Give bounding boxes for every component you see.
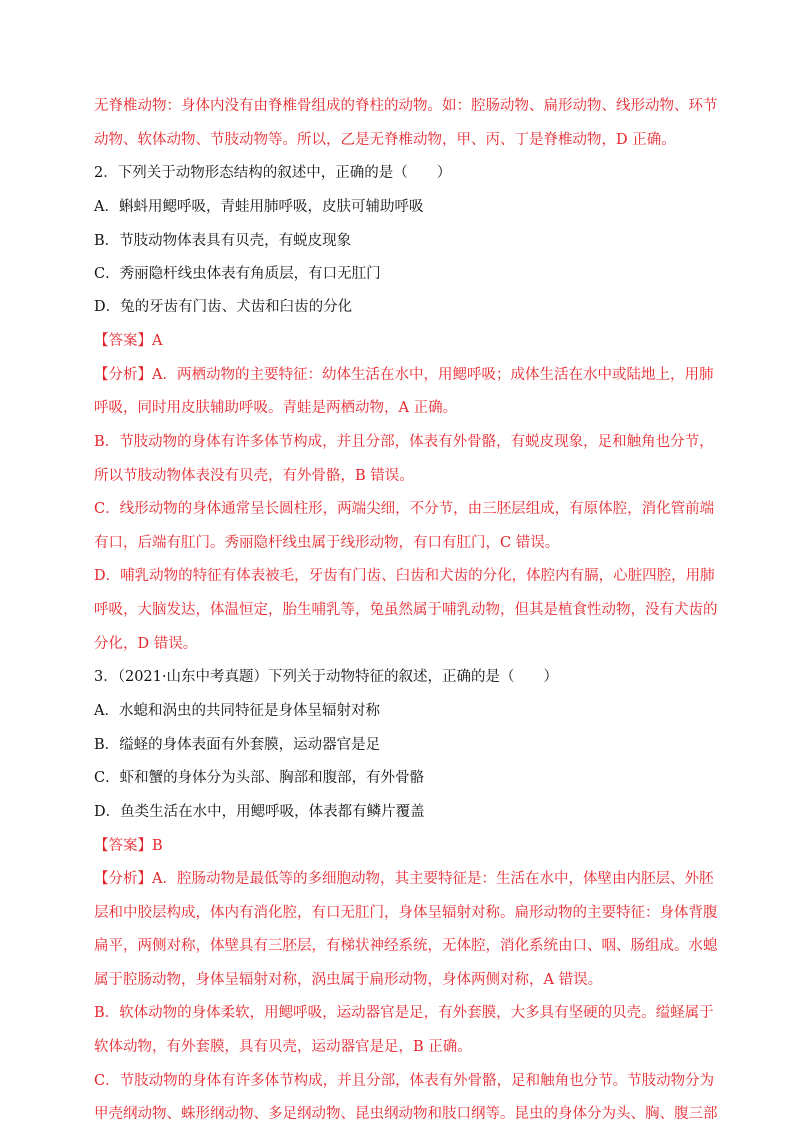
option-d: D．兔的牙齿有门齿、犬齿和臼齿的分化 bbox=[94, 299, 353, 315]
answer-label: 【答案】B bbox=[94, 838, 163, 854]
analysis-line: 属于腔肠动物，身体呈辐射对称，涡虫属于扁形动物，身体两侧对称，A 错误。 bbox=[94, 972, 603, 988]
analysis-line: 【分析】A．两栖动物的主要特征：幼体生活在水中，用鳃呼吸；成体生活在水中或陆地上，用肺 bbox=[94, 367, 714, 383]
analysis-line: 扁平，两侧对称，体壁具有三胚层，有梯状神经系统，无体腔，消化系统由口、咽、肠组成。水螅 bbox=[94, 938, 718, 954]
option-c: C．秀丽隐杆线虫体表有角质层，有口无肛门 bbox=[94, 266, 381, 282]
analysis-line: 甲壳纲动物、蛛形纲动物、多足纲动物、昆虫纲动物和肢口纲等。昆虫的身体分为头、胸、腹三部 bbox=[94, 1106, 718, 1122]
analysis-line: 【分析】A．腔肠动物是最低等的多细胞动物，其主要特征是：生活在水中，体壁由内胚层、外胚 bbox=[94, 871, 714, 887]
analysis-line: B．节肢动物的身体有许多体节构成，并且分部，体表有外骨骼，有蜕皮现象，足和触角也分节， bbox=[94, 434, 714, 450]
analysis-line: 有口，后端有肛门。秀丽隐杆线虫属于线形动物，有口有肛门，C 错误。 bbox=[94, 535, 560, 551]
analysis-line: D．哺乳动物的特征有体表被毛，牙齿有门齿、臼齿和犬齿的分化，体腔内有膈，心脏四腔，用肺 bbox=[94, 568, 715, 584]
answer-label: 【答案】A bbox=[94, 333, 163, 349]
question-2: 2．下列关于动物形态结构的叙述中，正确的是（ ） bbox=[94, 165, 452, 181]
analysis-line: 所以节肢动物体表没有贝壳，有外骨骼，B 错误。 bbox=[94, 468, 414, 484]
option-d: D．鱼类生活在水中，用鳃呼吸，体表都有鳞片覆盖 bbox=[94, 804, 425, 820]
text-line: 无脊椎动物：身体内没有由脊椎骨组成的脊柱的动物。如：腔肠动物、扁形动物、线形动物、环节 bbox=[94, 98, 718, 114]
analysis-line: 呼吸，大脑发达，体温恒定，胎生哺乳等，兔虽然属于哺乳动物，但其是植食性动物，没有犬齿的 bbox=[94, 602, 718, 618]
analysis-line: 软体动物，有外套膜，具有贝壳，运动器官是足，B 正确。 bbox=[94, 1039, 472, 1055]
analysis-line: 分化，D 错误。 bbox=[94, 636, 198, 652]
option-b: B．节肢动物体表具有贝壳，有蜕皮现象 bbox=[94, 233, 352, 249]
option-b: B．缢蛏的身体表面有外套膜，运动器官是足 bbox=[94, 737, 381, 753]
option-c: C．虾和蟹的身体分为头部、胸部和腹部，有外骨骼 bbox=[94, 770, 425, 786]
analysis-line: B．软体动物的身体柔软，用鳃呼吸，运动器官是足，有外套膜，大多具有坚硬的贝壳。缢蛏属于 bbox=[94, 1005, 714, 1021]
option-a: A．水螅和涡虫的共同特征是身体呈辐射对称 bbox=[94, 703, 380, 719]
analysis-line: 层和中胶层构成，体内有消化腔，有口无肛门，身体呈辐射对称。扁形动物的主要特征：身体背腹 bbox=[94, 905, 718, 921]
option-a: A．蝌蚪用鳃呼吸，青蛙用肺呼吸，皮肤可辅助呼吸 bbox=[94, 199, 424, 215]
analysis-line: C．线形动物的身体通常呈长圆柱形，两端尖细，不分节，由三胚层组成，有原体腔，消化管前端 bbox=[94, 501, 715, 517]
analysis-line: 呼吸，同时用皮肤辅助呼吸。青蛙是两栖动物，A 正确。 bbox=[94, 400, 458, 416]
text-line: 动物、软体动物、节肢动物等。所以，乙是无脊椎动物，甲、丙、丁是脊椎动物，D 正确。 bbox=[94, 132, 676, 148]
question-3: 3．（2021·山东中考真题）下列关于动物特征的叙述，正确的是（ ） bbox=[94, 669, 558, 685]
analysis-line: C．节肢动物的身体有许多体节构成，并且分部，体表有外骨骼，足和触角也分节。节肢动物分为 bbox=[94, 1073, 715, 1089]
